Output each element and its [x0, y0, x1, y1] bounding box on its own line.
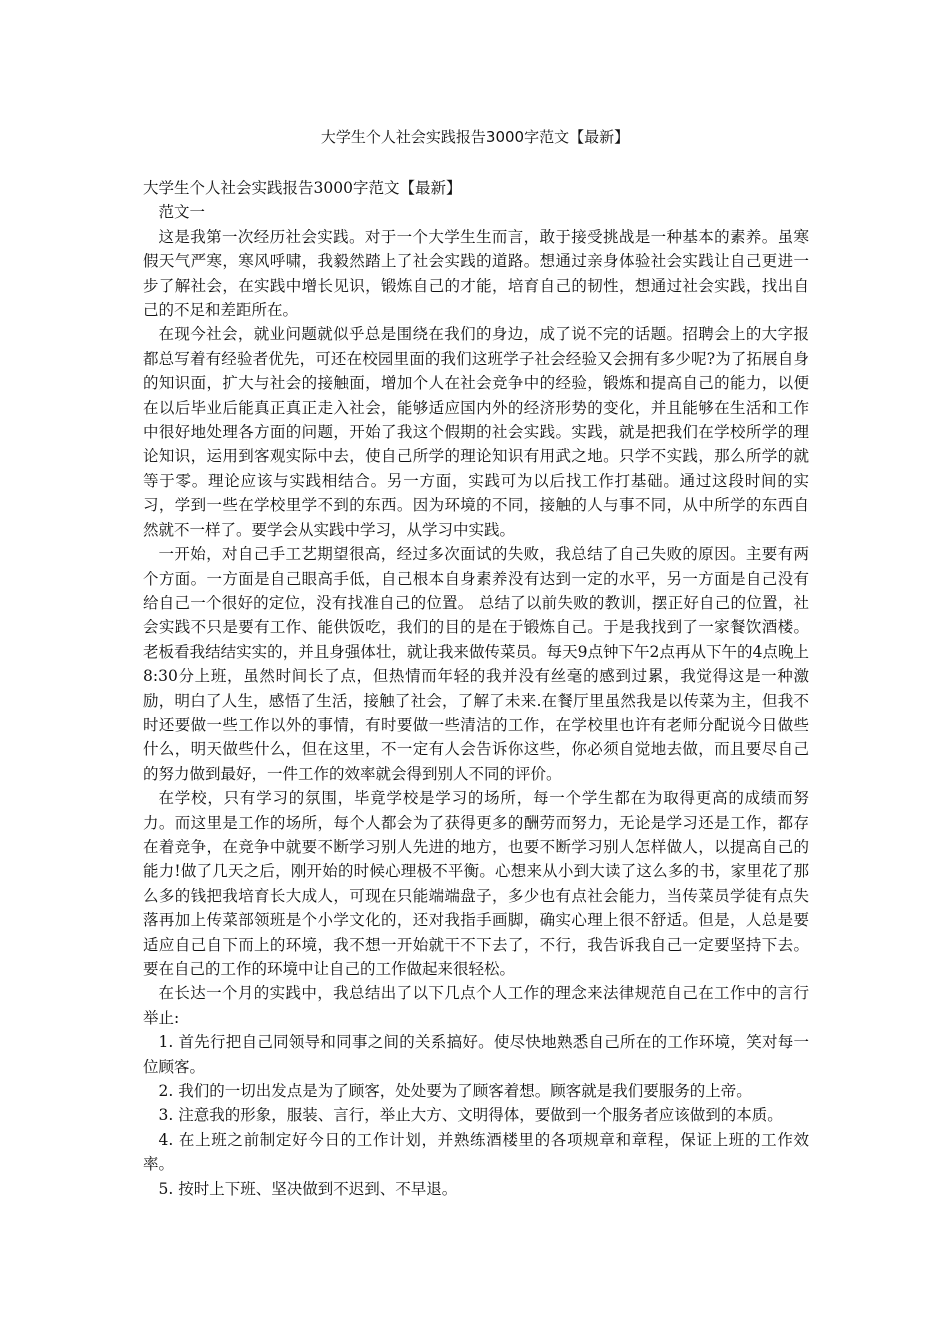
list-item: 3. 注意我的形象，服装、言行，举止大方、文明得体，要做到一个服务者应该做到的本质。 — [158, 1106, 783, 1125]
paragraph: 在现今社会，就业问题就似乎总是围绕在我们的身边，成了说不完的话题。招聘会上的大字报都总写着有经验者优先，可还在校园里面的我们这班学子社会经验又会拥有多少呢?为了拓展自身的知识面，扩大与社会的接触面，增加个人在社会竞争中的经验，锻炼和提高自己的能力，以便在以后毕业后能真正真正走入社会，能够适应国内外的经济形势的变化，并且能够在生活和工作中很好地处理各方面的问题，开始了我这个假期的社会实践。实践，就是把我们在学校所学的理论知识，运用到客观实际中去，使自己所学的理论知识有用武之地。只学不实践，那么所学的就等于零。理论应该与实践相结合。另一方面，实践可为以后找工作打基础。通过这段时间的实习，学到一些在学校里学不到的东西。因为环境的不同，接触的人与事不同，从中所学的东西自然就不一样了。要学会从实践中学习，从学习中实践。 — [143, 325, 809, 539]
document-body — [143, 176, 809, 1201]
paragraph: 一开始，对自己手工艺期望很高，经过多次面试的失败，我总结了自己失败的原因。主要有两个方面。一方面是自己眼高手低，自己根本自身素养没有达到一定的水平，另一方面是自己没有给自己一个很好的定位，没有找准自己的位置。 总结了以前失败的教训，摆正好自己的位置，社会实践不只是要有工作、能供饭吃，我们的目的是在于锻炼自己。于是我找到了一家餐饮酒楼。老板看我结结实实的，并且身强体壮，就让我来做传菜员。每天9点钟下午2点再从下午的4点晚上8:30分上班，虽然时间长了点，但热情而年轻的我并没有丝毫的感到过累，我觉得这是一种激励，明白了人生，感悟了生活，接触了社会，了解了未来.在餐厅里虽然我是以传菜为主，但我不时还要做一些工作以外的事情，有时要做一些清洁的工作，在学校里也许有老师分配说今日做些什么，明天做些什么，但在这里，不一定有人会告诉你这些，你必须自觉地去做，而且要尽自己的努力做到最好，一件工作的效率就会得到别人不同的评价。 — [143, 545, 809, 783]
section-label: 范文一 — [158, 203, 206, 222]
list-item: 1. 首先行把自己同领导和同事之间的关系搞好。使尽快地熟悉自己所在的工作环境，笑对每一位顾客。 — [143, 1033, 809, 1076]
paragraph: 这是我第一次经历社会实践。对于一个大学生生而言，敢于接受挑战是一种基本的素养。虽寒假天气严寒，寒风呼啸，我毅然踏上了社会实践的道路。想通过亲身体验社会实践让自己更进一步了解社会，在实践中增长见识，锻炼自己的才能，培育自己的韧性，想通过社会实践，找出自己的不足和差距所在。 — [143, 227, 809, 320]
paragraph: 在学校，只有学习的氛围，毕竟学校是学习的场所，每一个学生都在为取得更高的成绩而努力。而这里是工作的场所，每个人都会为了获得更多的酬劳而努力，无论是学习还是工作，都存在着竞争，在竞争中就要不断学习别人先进的地方，也要不断学习别人怎样做人，以提高自己的能力!做了几天之后，刚开始的时候心理极不平衡。心想来从小到大读了这么多的书，家里花了那么多的钱把我培育长大成人，可现在只能端端盘子，多少也有点社会能力，当传菜员学徒有点失落再加上传菜部领班是个小学文化的，还对我指手画脚，确实心理上很不舒适。但是，人总是要适应自己自下而上的环境，我不想一开始就干不下去了，不行，我告诉我自己一定要坚持下去。要在自己的工作的环境中让自己的工作做起来很轻松。 — [143, 789, 809, 978]
list-item: 4. 在上班之前制定好今日的工作计划，并熟练酒楼里的各项规章和章程，保证上班的工作效率。 — [143, 1130, 809, 1174]
document-title: 大学生个人社会实践报告3000字范文【最新】 — [320, 128, 630, 146]
list-item: 5. 按时上下班、坚决做到不迟到、不早退。 — [158, 1179, 458, 1198]
article-heading: 大学生个人社会实践报告3000字范文【最新】 — [143, 179, 462, 197]
paragraph: 在长达一个月的实践中，我总结出了以下几点个人工作的理念来法律规范自己在工作中的言行举止: — [143, 984, 809, 1027]
list-item: 2. 我们的一切出发点是为了顾客，处处要为了顾客着想。顾客就是我们要服务的上帝。 — [158, 1082, 752, 1101]
